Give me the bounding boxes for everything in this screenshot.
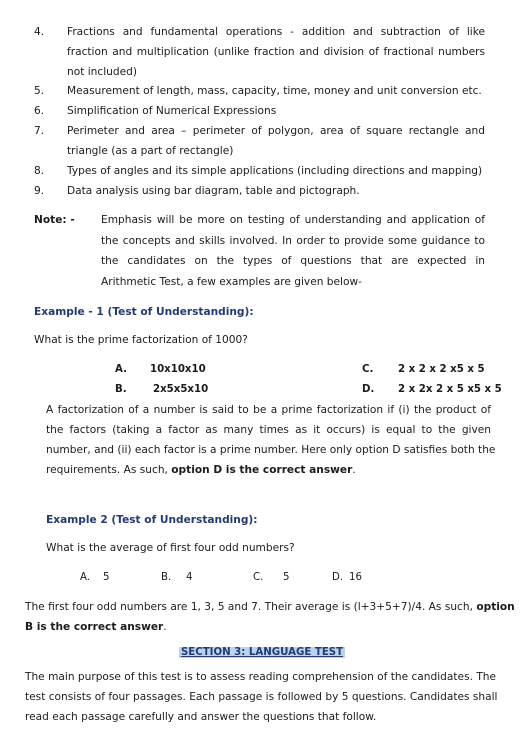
note-text: the candidates on the types of questions that are expected in	[101, 255, 485, 267]
answer-text-part: The first four odd numbers are 1, 3, 5 and 7. Their average is (l+3+5+7)/4. As such,	[25, 601, 477, 613]
example-question: What is the prime factorization of 1000?	[34, 334, 248, 346]
note-text: the concepts and skills involved. In order to provide some guidance to	[101, 235, 485, 247]
explanation-text: .	[352, 464, 356, 476]
item-number: 9.	[34, 185, 45, 197]
option-label: B.	[161, 572, 172, 583]
item-text: Types of angles and its simple applications (including directions and mapping)	[67, 165, 483, 177]
section-text: read each passage carefully and answer the questions that follow.	[25, 711, 377, 723]
item-text: Measurement of length, mass, capacity, time, money and unit conversion etc.	[67, 85, 482, 97]
option-text: 2 x 2 x 2 x5 x 5	[398, 364, 485, 375]
section-text: test consists of four passages. Each passage is followed by 5 questions. Candidates shall	[25, 691, 498, 703]
option-text: 2 x 2x 2 x 5 x5 x 5	[398, 384, 502, 395]
option-label: B.	[115, 384, 127, 395]
correct-answer: option D is the correct answer	[171, 464, 353, 476]
explanation-text: requirements. As such,	[46, 464, 172, 476]
option-label: D.	[362, 384, 375, 395]
item-text: triangle (as a part of rectangle)	[67, 145, 234, 157]
explanation-text: A factorization of a number is said to be a prime factorization if (i) the product of	[46, 404, 491, 416]
item-number: 8.	[34, 165, 45, 177]
note-label: Note: -	[34, 214, 75, 226]
item-text: fraction and multiplication (unlike fraction and division of fractional numbers	[67, 46, 485, 58]
note-text: Emphasis will be more on testing of understanding and application of	[101, 214, 485, 226]
option-text: 5	[103, 572, 110, 583]
option-label: A.	[115, 364, 127, 375]
option-text: 2x5x5x10	[153, 384, 209, 395]
option-text: 4	[186, 572, 193, 583]
option-label: C.	[253, 572, 264, 583]
explanation-conclusion	[46, 460, 356, 480]
item-text: Simplification of Numerical Expressions	[67, 105, 277, 117]
item-text: Fractions and fundamental operations - addition and subtraction of like	[67, 26, 485, 38]
item-number: 5.	[34, 85, 45, 97]
example-heading: Example 2 (Test of Understanding):	[46, 514, 258, 526]
option-label: A.	[80, 572, 91, 583]
explanation-text: the factors (taking a factor as many times as it occurs) is equal to the given	[46, 424, 491, 436]
option-text: 5	[283, 572, 290, 583]
answer-text	[25, 617, 167, 637]
section-title-wrap	[0, 640, 524, 660]
example-question: What is the average of first four odd numbers?	[46, 542, 295, 554]
correct-answer: B is the correct answer	[25, 621, 164, 633]
item-number: 4.	[34, 26, 45, 38]
section-title: SECTION 3: LANGUAGE TEST	[180, 647, 344, 658]
example-heading: Example - 1 (Test of Understanding):	[34, 306, 254, 318]
item-number: 7.	[34, 125, 45, 137]
option-text: 16	[349, 572, 362, 583]
item-text: not included)	[67, 66, 137, 78]
item-text: Data analysis using bar diagram, table and pictograph.	[67, 185, 360, 197]
answer-text-part: .	[163, 621, 167, 633]
option-text: 10x10x10	[150, 364, 206, 375]
item-text: Perimeter and area – perimeter of polygon, area of square rectangle and	[67, 125, 485, 137]
option-label: D.	[332, 572, 344, 583]
answer-text	[25, 597, 515, 617]
note-text: Arithmetic Test, a few examples are given below-	[101, 276, 362, 288]
section-text: The main purpose of this test is to assess reading comprehension of the candidates. The	[25, 671, 497, 683]
explanation-text: number, and (ii) each factor is a prime number. Here only option D satisfies both the	[46, 444, 496, 456]
option-label: C.	[362, 364, 374, 375]
correct-answer: option	[476, 601, 515, 613]
item-number: 6.	[34, 105, 45, 117]
